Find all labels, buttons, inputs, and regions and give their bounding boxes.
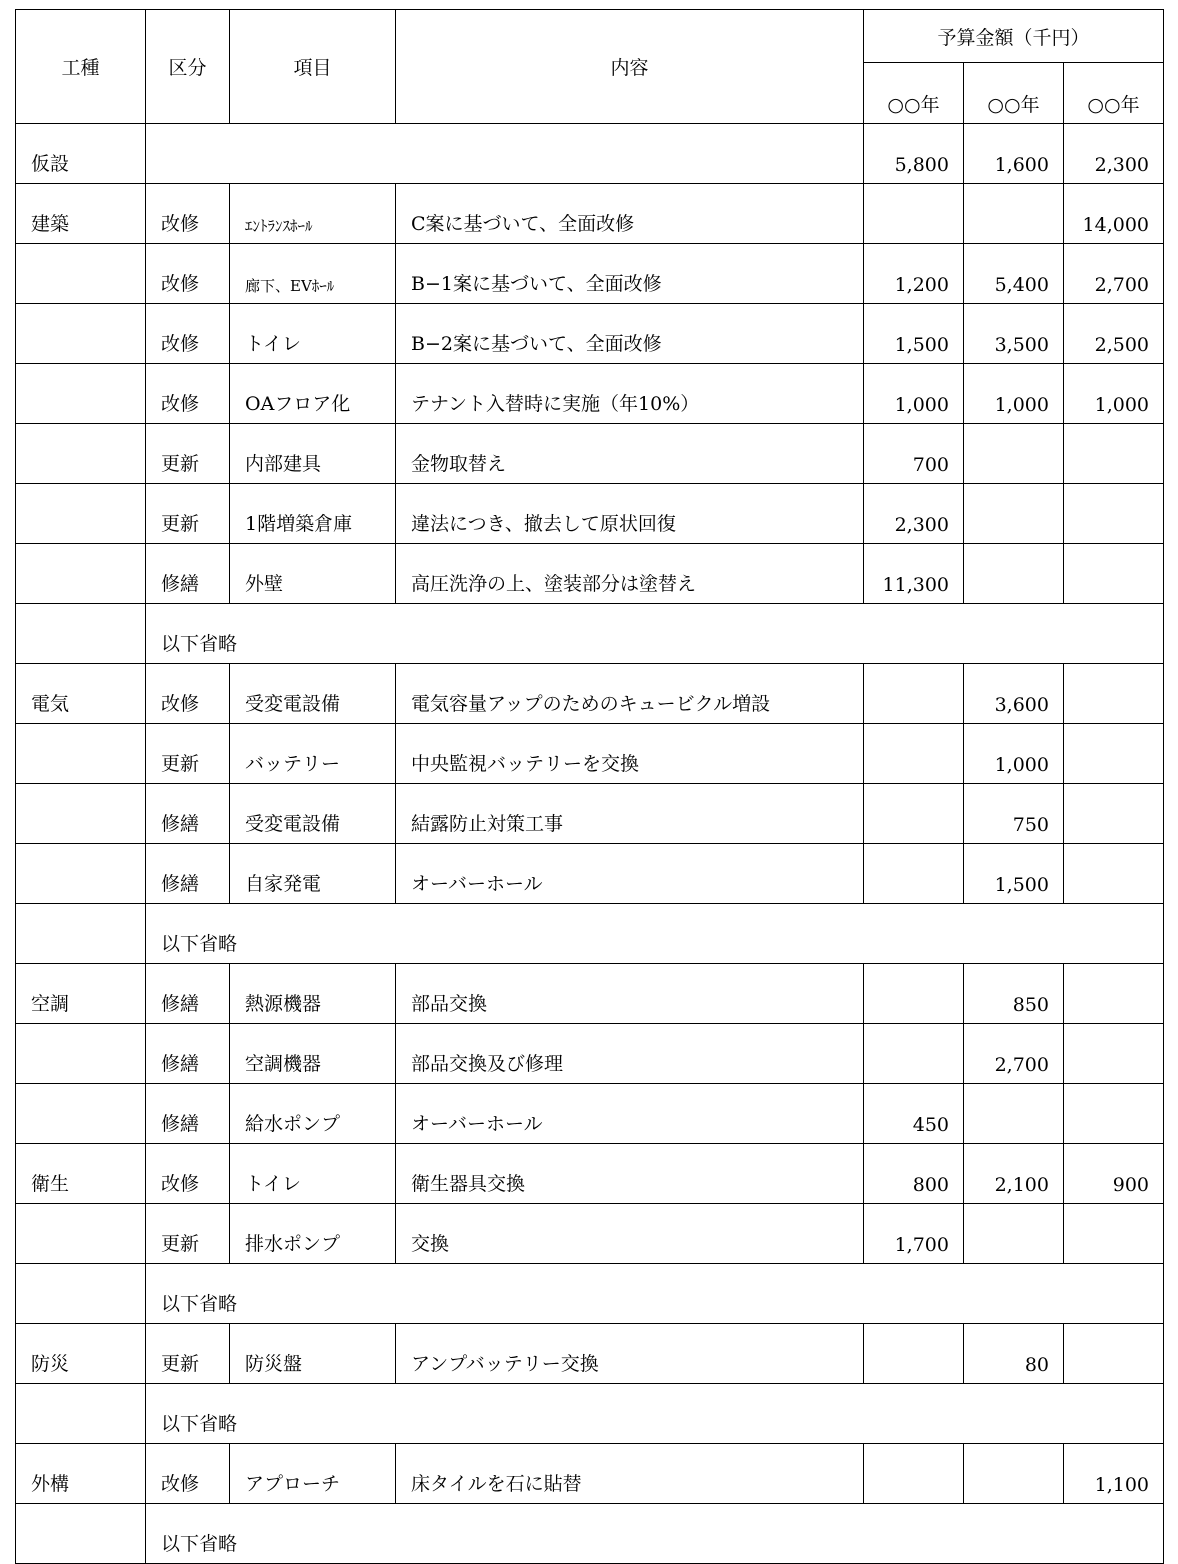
cell-year-1: 450 bbox=[864, 1084, 964, 1144]
cell-year-3 bbox=[1064, 1084, 1164, 1144]
header-year-2: ○○年 bbox=[964, 63, 1064, 124]
omitted-note: 以下省略 bbox=[146, 1504, 1164, 1564]
cell-koushu bbox=[16, 544, 146, 604]
header-year-3: ○○年 bbox=[1064, 63, 1164, 124]
table-row bbox=[16, 544, 1164, 604]
table-row bbox=[16, 1024, 1164, 1084]
cell-koushu bbox=[16, 1084, 146, 1144]
cell-naiyou: 違法につき、撤去して原状回復 bbox=[396, 484, 864, 544]
table-row bbox=[16, 364, 1164, 424]
cell-kubun: 修繕 bbox=[146, 844, 230, 904]
cell-year-1: 5,800 bbox=[864, 124, 964, 184]
cell-koushu bbox=[16, 1024, 146, 1084]
cell-naiyou: オーバーホール bbox=[396, 844, 864, 904]
cell-koumoku: トイレ bbox=[230, 304, 396, 364]
cell-koumoku: アプローチ bbox=[230, 1444, 396, 1504]
cell-year-2: 2,700 bbox=[964, 1024, 1064, 1084]
table-row bbox=[16, 1444, 1164, 1504]
cell-kubun: 改修 bbox=[146, 304, 230, 364]
cell-kubun: 更新 bbox=[146, 1204, 230, 1264]
cell-kubun: 更新 bbox=[146, 424, 230, 484]
omitted-note: 以下省略 bbox=[146, 604, 1164, 664]
header-year-1: ○○年 bbox=[864, 63, 964, 124]
cell-year-3 bbox=[1064, 1324, 1164, 1384]
cell-year-2 bbox=[964, 1084, 1064, 1144]
cell-year-3 bbox=[1064, 664, 1164, 724]
cell-year-1 bbox=[864, 1024, 964, 1084]
cell-year-2 bbox=[964, 484, 1064, 544]
cell-year-2: 1,000 bbox=[964, 724, 1064, 784]
cell-naiyou: 金物取替え bbox=[396, 424, 864, 484]
cell-year-1 bbox=[864, 844, 964, 904]
table-row bbox=[16, 664, 1164, 724]
table-row bbox=[16, 1084, 1164, 1144]
cell-koumoku: 外壁 bbox=[230, 544, 396, 604]
cell-koushu: 仮設 bbox=[16, 124, 146, 184]
budget-table bbox=[15, 9, 1164, 1564]
cell-koushu bbox=[16, 904, 146, 964]
cell-year-1 bbox=[864, 724, 964, 784]
cell-year-1 bbox=[864, 1444, 964, 1504]
cell-naiyou: 部品交換及び修理 bbox=[396, 1024, 864, 1084]
cell-koushu: 建築 bbox=[16, 184, 146, 244]
cell-year-2 bbox=[964, 424, 1064, 484]
cell-kubun: 改修 bbox=[146, 184, 230, 244]
cell-year-3: 900 bbox=[1064, 1144, 1164, 1204]
cell-naiyou: C案に基づいて、全面改修 bbox=[396, 184, 864, 244]
cell-year-1: 2,300 bbox=[864, 484, 964, 544]
table-row bbox=[16, 184, 1164, 244]
cell-year-1: 700 bbox=[864, 424, 964, 484]
table-row bbox=[16, 1324, 1164, 1384]
cell-kubun: 改修 bbox=[146, 364, 230, 424]
cell-year-2: 1,000 bbox=[964, 364, 1064, 424]
cell-kubun: 更新 bbox=[146, 484, 230, 544]
cell-koumoku: 排水ポンプ bbox=[230, 1204, 396, 1264]
cell-year-2 bbox=[964, 184, 1064, 244]
cell-koumoku: 防災盤 bbox=[230, 1324, 396, 1384]
cell-koumoku: 受変電設備 bbox=[230, 784, 396, 844]
cell-year-2: 80 bbox=[964, 1324, 1064, 1384]
cell-year-2: 1,500 bbox=[964, 844, 1064, 904]
cell-koushu: 防災 bbox=[16, 1324, 146, 1384]
cell-year-1: 800 bbox=[864, 1144, 964, 1204]
table-row bbox=[16, 844, 1164, 904]
cell-koushu bbox=[16, 1384, 146, 1444]
cell-year-1 bbox=[864, 784, 964, 844]
cell-koushu: 空調 bbox=[16, 964, 146, 1024]
cell-koumoku: OAフロア化 bbox=[230, 364, 396, 424]
cell-kubun: 修繕 bbox=[146, 1084, 230, 1144]
cell-year-1 bbox=[864, 964, 964, 1024]
cell-year-3: 2,700 bbox=[1064, 244, 1164, 304]
cell-kubun: 修繕 bbox=[146, 544, 230, 604]
cell-year-2: 3,500 bbox=[964, 304, 1064, 364]
cell-koushu bbox=[16, 1204, 146, 1264]
cell-year-2: 850 bbox=[964, 964, 1064, 1024]
header-budget: 予算金額（千円） bbox=[864, 10, 1164, 63]
table-row bbox=[16, 604, 1164, 664]
cell-year-1: 1,700 bbox=[864, 1204, 964, 1264]
cell-koushu bbox=[16, 784, 146, 844]
header-kubun: 区分 bbox=[146, 10, 230, 124]
cell-year-2: 1,600 bbox=[964, 124, 1064, 184]
cell-naiyou: テナント入替時に実施（年10%） bbox=[396, 364, 864, 424]
cell-kubun: 改修 bbox=[146, 1444, 230, 1504]
cell-year-2: 5,400 bbox=[964, 244, 1064, 304]
table-row bbox=[16, 244, 1164, 304]
cell-kubun: 改修 bbox=[146, 244, 230, 304]
cell-naiyou: 高圧洗浄の上、塗装部分は塗替え bbox=[396, 544, 864, 604]
cell-year-1: 1,500 bbox=[864, 304, 964, 364]
cell-year-3 bbox=[1064, 724, 1164, 784]
cell-kubun: 修繕 bbox=[146, 964, 230, 1024]
cell-year-1: 11,300 bbox=[864, 544, 964, 604]
cell-year-3 bbox=[1064, 784, 1164, 844]
cell-year-3 bbox=[1064, 844, 1164, 904]
cell-year-3 bbox=[1064, 424, 1164, 484]
cell-koushu bbox=[16, 244, 146, 304]
omitted-note: 以下省略 bbox=[146, 1264, 1164, 1324]
cell-year-3 bbox=[1064, 964, 1164, 1024]
cell-koushu bbox=[16, 1264, 146, 1324]
table-body bbox=[16, 124, 1164, 1564]
cell-koushu bbox=[16, 364, 146, 424]
cell-naiyou: オーバーホール bbox=[396, 1084, 864, 1144]
cell-naiyou: アンプバッテリー交換 bbox=[396, 1324, 864, 1384]
table-row bbox=[16, 904, 1164, 964]
cell-year-1: 1,200 bbox=[864, 244, 964, 304]
cell-naiyou: 床タイルを石に貼替 bbox=[396, 1444, 864, 1504]
cell-year-3 bbox=[1064, 1024, 1164, 1084]
cell-year-2: 2,100 bbox=[964, 1144, 1064, 1204]
cell-naiyou: 衛生器具交換 bbox=[396, 1144, 864, 1204]
table-row bbox=[16, 1384, 1164, 1444]
cell-kubun: 改修 bbox=[146, 664, 230, 724]
table-row bbox=[16, 1204, 1164, 1264]
cell-koumoku: トイレ bbox=[230, 1144, 396, 1204]
cell-koumoku: バッテリー bbox=[230, 724, 396, 784]
cell-koushu bbox=[16, 604, 146, 664]
table-row bbox=[16, 1504, 1164, 1564]
cell-year-2 bbox=[964, 1444, 1064, 1504]
cell-kubun: 更新 bbox=[146, 1324, 230, 1384]
cell-koushu: 電気 bbox=[16, 664, 146, 724]
cell-year-2: 750 bbox=[964, 784, 1064, 844]
cell-koumoku: 受変電設備 bbox=[230, 664, 396, 724]
cell-koushu bbox=[16, 844, 146, 904]
cell-koumoku: 内部建具 bbox=[230, 424, 396, 484]
header-naiyou: 内容 bbox=[396, 10, 864, 124]
cell-year-1 bbox=[864, 664, 964, 724]
cell-year-1 bbox=[864, 184, 964, 244]
cell-koumoku: 自家発電 bbox=[230, 844, 396, 904]
cell-koushu: 外構 bbox=[16, 1444, 146, 1504]
cell-koumoku: 空調機器 bbox=[230, 1024, 396, 1084]
header-koumoku: 項目 bbox=[230, 10, 396, 124]
cell-koushu bbox=[16, 724, 146, 784]
cell-naiyou: B−1案に基づいて、全面改修 bbox=[396, 244, 864, 304]
table-row bbox=[16, 124, 1164, 184]
cell-naiyou: 電気容量アップのためのキュービクル増設 bbox=[396, 664, 864, 724]
cell-koushu bbox=[16, 304, 146, 364]
cell-naiyou: B−2案に基づいて、全面改修 bbox=[396, 304, 864, 364]
cell-year-2 bbox=[964, 544, 1064, 604]
cell-koushu bbox=[16, 484, 146, 544]
cell-kubun: 更新 bbox=[146, 724, 230, 784]
cell-koumoku: ｴﾝﾄﾗﾝｽﾎｰﾙ bbox=[230, 184, 396, 244]
cell-year-1 bbox=[864, 1324, 964, 1384]
cell-naiyou: 中央監視バッテリーを交換 bbox=[396, 724, 864, 784]
cell-koushu bbox=[16, 1504, 146, 1564]
table-row bbox=[16, 424, 1164, 484]
cell-koumoku: 1階増築倉庫 bbox=[230, 484, 396, 544]
cell-naiyou: 交換 bbox=[396, 1204, 864, 1264]
cell-year-3 bbox=[1064, 484, 1164, 544]
cell-kubun: 改修 bbox=[146, 1144, 230, 1204]
omitted-note: 以下省略 bbox=[146, 1384, 1164, 1444]
cell-naiyou: 結露防止対策工事 bbox=[396, 784, 864, 844]
cell-year-3: 1,000 bbox=[1064, 364, 1164, 424]
cell-koumoku: 熱源機器 bbox=[230, 964, 396, 1024]
cell-kubun: 修繕 bbox=[146, 1024, 230, 1084]
cell-year-1: 1,000 bbox=[864, 364, 964, 424]
cell-year-3: 2,300 bbox=[1064, 124, 1164, 184]
cell-year-3: 2,500 bbox=[1064, 304, 1164, 364]
table-row bbox=[16, 964, 1164, 1024]
table-row bbox=[16, 784, 1164, 844]
cell-koushu: 衛生 bbox=[16, 1144, 146, 1204]
cell-naiyou: 部品交換 bbox=[396, 964, 864, 1024]
cell-year-2 bbox=[964, 1204, 1064, 1264]
omitted-note: 以下省略 bbox=[146, 904, 1164, 964]
cell-year-3: 14,000 bbox=[1064, 184, 1164, 244]
cell-empty bbox=[146, 124, 864, 184]
table-row bbox=[16, 484, 1164, 544]
cell-year-3: 1,100 bbox=[1064, 1444, 1164, 1504]
table-row bbox=[16, 1264, 1164, 1324]
cell-year-2: 3,600 bbox=[964, 664, 1064, 724]
cell-koushu bbox=[16, 424, 146, 484]
cell-koumoku: 廊下、EVﾎｰﾙ bbox=[230, 244, 396, 304]
table-row bbox=[16, 724, 1164, 784]
header-koushu: 工種 bbox=[16, 10, 146, 124]
table-row bbox=[16, 304, 1164, 364]
table-row bbox=[16, 1144, 1164, 1204]
cell-year-3 bbox=[1064, 544, 1164, 604]
cell-year-3 bbox=[1064, 1204, 1164, 1264]
cell-koumoku: 給水ポンプ bbox=[230, 1084, 396, 1144]
cell-kubun: 修繕 bbox=[146, 784, 230, 844]
